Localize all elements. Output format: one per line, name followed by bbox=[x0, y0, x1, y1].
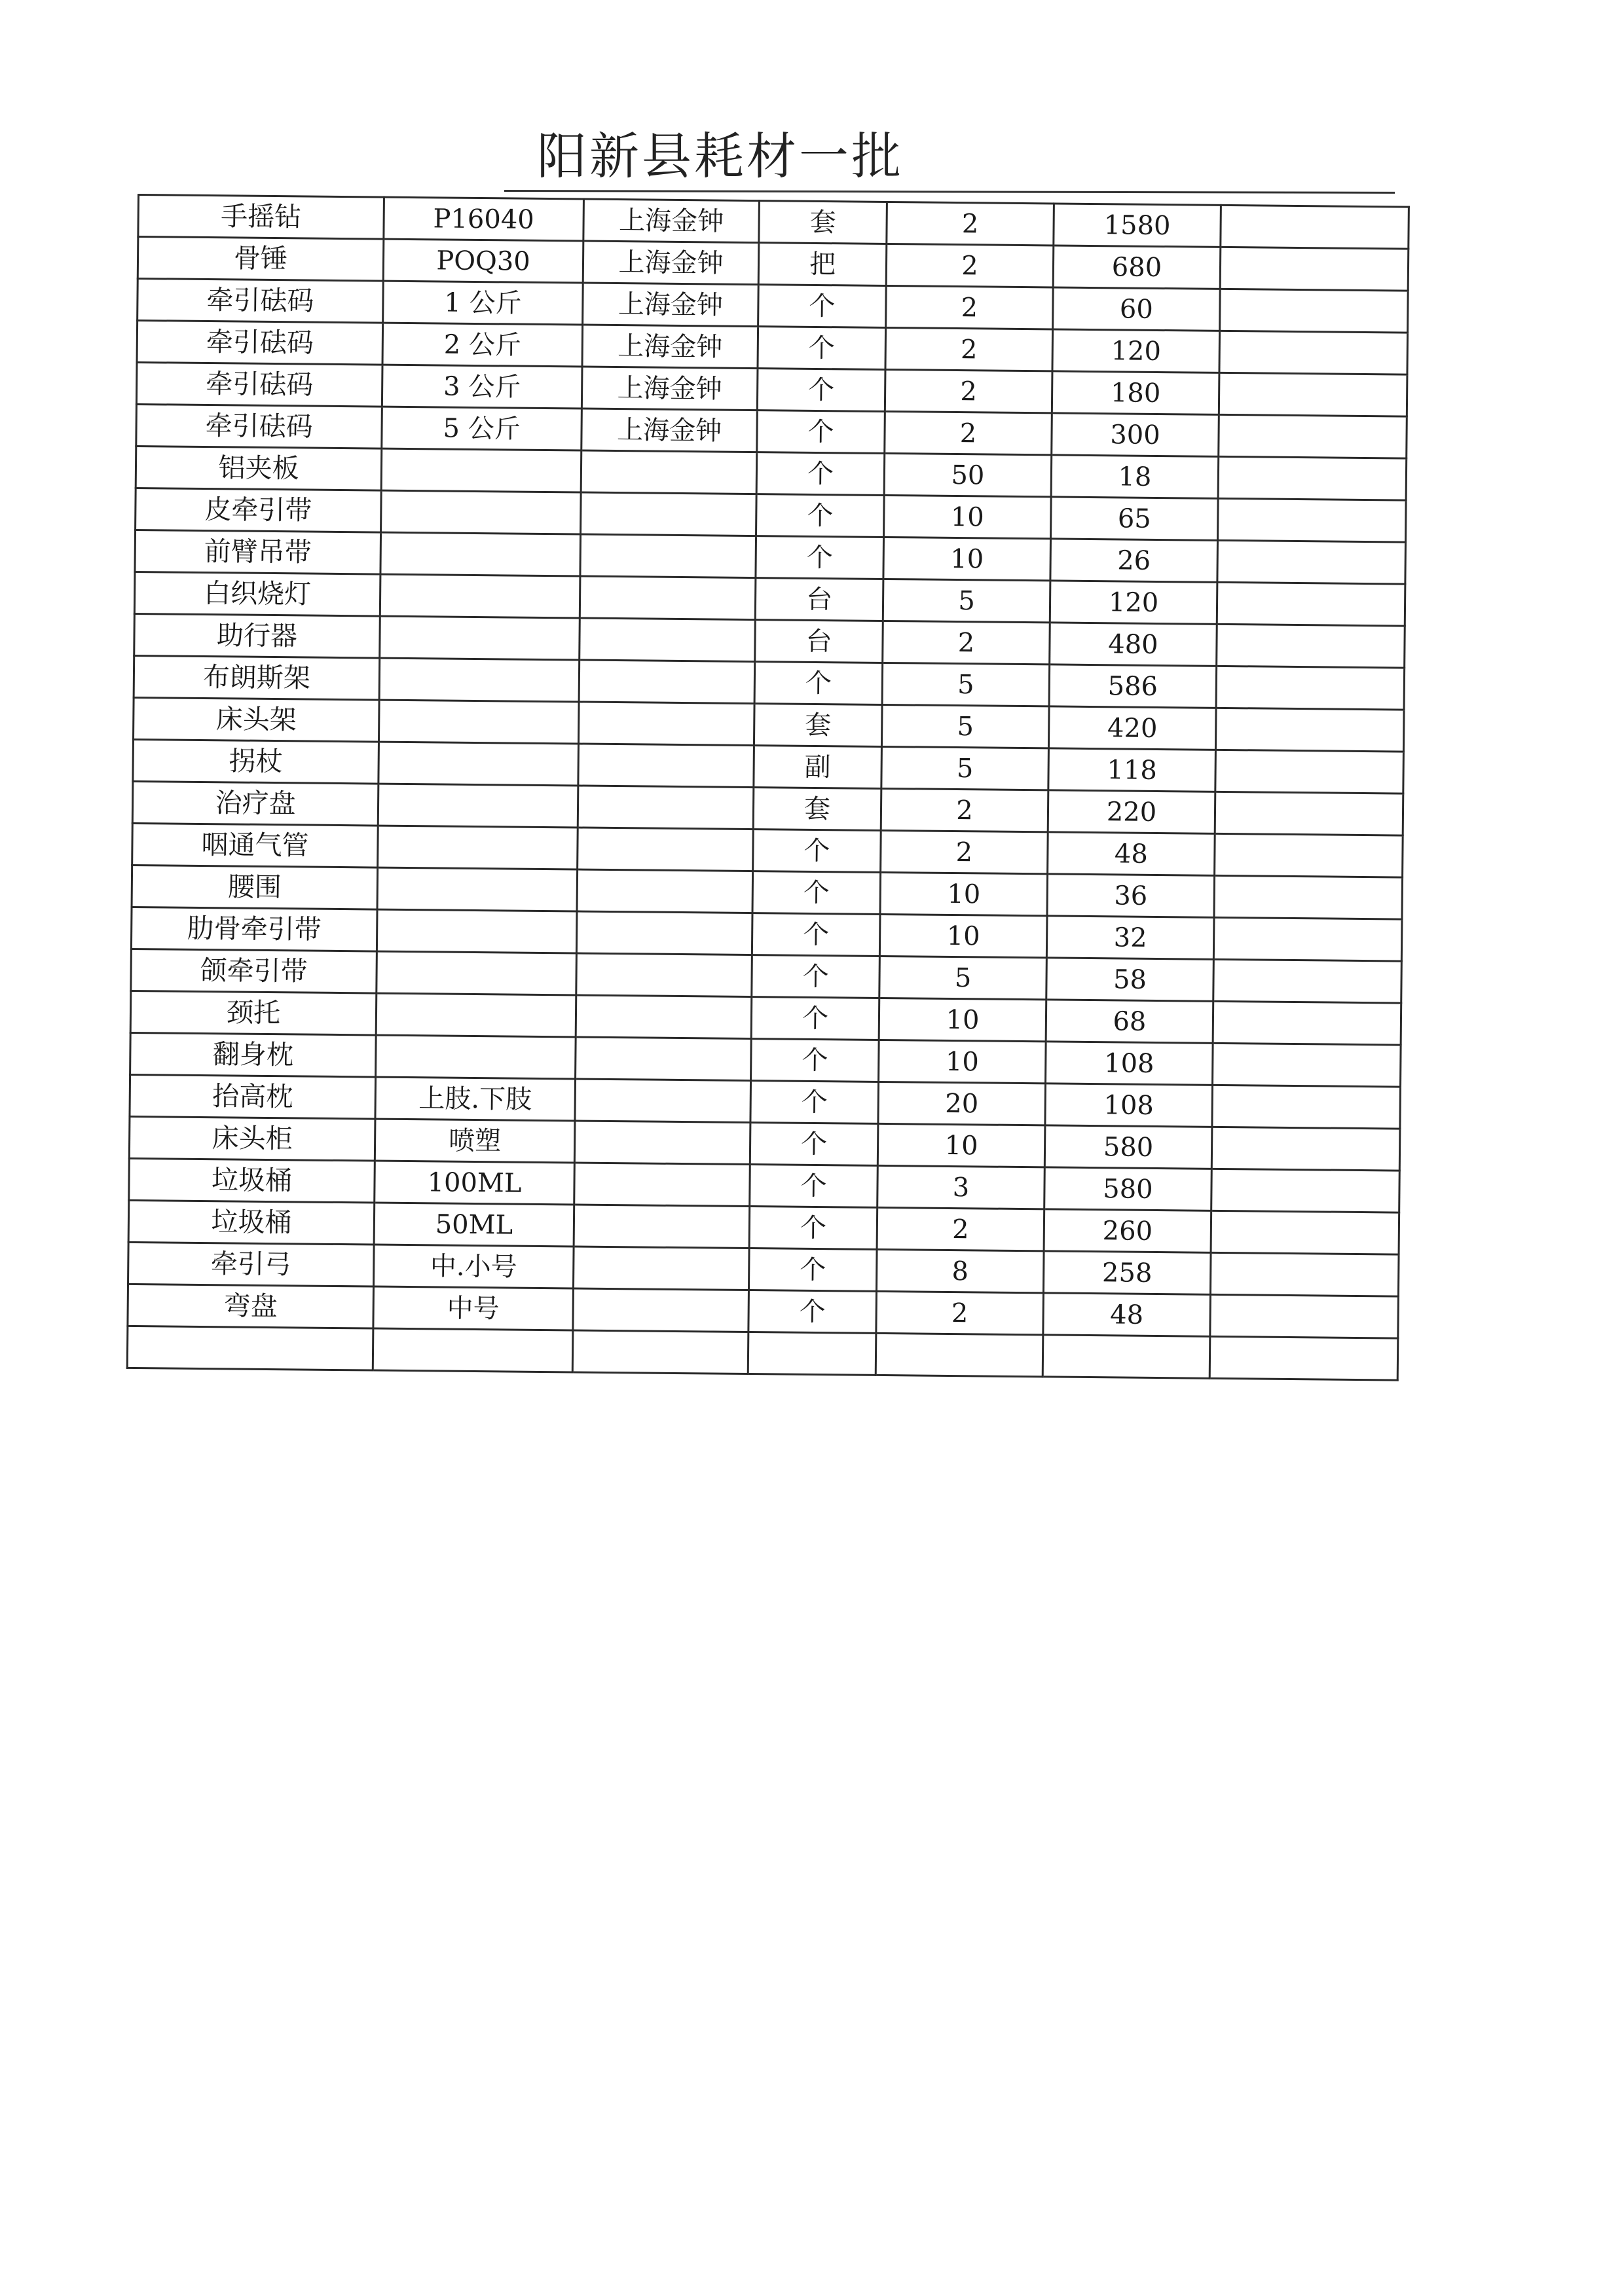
item-maker-cell bbox=[574, 1163, 750, 1207]
item-name-cell: 床头架 bbox=[133, 697, 379, 742]
item-unit-cell: 个 bbox=[753, 829, 881, 873]
item-name-cell: 牵引砝码 bbox=[136, 363, 382, 407]
item-note-cell bbox=[1219, 331, 1408, 374]
item-price-cell: 480 bbox=[1050, 623, 1217, 666]
item-name-cell: 牵引砝码 bbox=[136, 404, 382, 448]
item-name-cell: 牵引砝码 bbox=[138, 279, 384, 323]
item-name-cell: 咽通气管 bbox=[132, 823, 378, 867]
item-maker-cell bbox=[575, 1079, 751, 1123]
item-maker-cell bbox=[573, 1288, 749, 1332]
item-qty-cell: 2 bbox=[885, 369, 1052, 412]
item-qty-cell: 10 bbox=[883, 537, 1051, 580]
item-spec-cell bbox=[381, 448, 581, 492]
item-price-cell: 48 bbox=[1048, 832, 1215, 875]
item-name-cell: 助行器 bbox=[134, 613, 380, 658]
item-qty-cell: 10 bbox=[879, 1040, 1046, 1083]
item-note-cell bbox=[1215, 792, 1403, 835]
item-maker-cell bbox=[580, 618, 756, 662]
item-qty-cell: 3 bbox=[877, 1165, 1045, 1209]
item-price-cell: 680 bbox=[1053, 246, 1221, 289]
item-qty-cell: 2 bbox=[887, 202, 1054, 245]
item-note-cell bbox=[1213, 959, 1402, 1003]
item-maker-cell bbox=[581, 450, 757, 494]
item-note-cell bbox=[1213, 1001, 1401, 1045]
item-price-cell: 68 bbox=[1046, 1000, 1213, 1043]
item-spec-cell bbox=[378, 700, 579, 744]
item-name-cell: 牵引弓 bbox=[128, 1242, 375, 1286]
item-unit-cell: 把 bbox=[758, 243, 887, 286]
item-maker-cell bbox=[580, 576, 756, 620]
item-qty-cell: 2 bbox=[885, 327, 1053, 371]
item-maker-cell bbox=[574, 1121, 750, 1165]
title-underline bbox=[504, 190, 1395, 194]
item-maker-cell bbox=[581, 492, 757, 536]
item-maker-cell bbox=[576, 995, 752, 1039]
item-name-cell: 白织烧灯 bbox=[134, 572, 380, 616]
item-spec-cell bbox=[373, 1328, 573, 1372]
item-unit-cell: 个 bbox=[751, 997, 879, 1040]
item-price-cell: 580 bbox=[1044, 1167, 1212, 1211]
item-name-cell: 翻身枕 bbox=[130, 1032, 377, 1077]
item-qty-cell: 50 bbox=[884, 453, 1052, 496]
item-note-cell bbox=[1219, 373, 1407, 416]
item-qty-cell: 2 bbox=[886, 285, 1054, 329]
item-note-cell bbox=[1217, 624, 1405, 668]
item-qty-cell: 8 bbox=[876, 1249, 1044, 1292]
item-name-cell: 腰围 bbox=[132, 865, 378, 909]
item-qty-cell: 10 bbox=[879, 998, 1046, 1041]
item-name-cell: 抬高枕 bbox=[130, 1074, 376, 1119]
item-qty-cell: 10 bbox=[880, 872, 1048, 915]
item-qty-cell: 5 bbox=[881, 746, 1049, 790]
item-maker-cell bbox=[572, 1330, 748, 1374]
item-spec-cell bbox=[380, 574, 580, 618]
item-note-cell bbox=[1212, 1085, 1401, 1129]
item-price-cell: 108 bbox=[1045, 1084, 1213, 1127]
item-qty-cell: 10 bbox=[884, 495, 1052, 538]
item-qty-cell: 2 bbox=[886, 244, 1054, 287]
item-unit-cell: 个 bbox=[752, 871, 881, 915]
item-price-cell: 220 bbox=[1048, 790, 1215, 833]
item-name-cell: 颈托 bbox=[130, 991, 377, 1035]
item-note-cell bbox=[1215, 708, 1404, 752]
item-unit-cell: 个 bbox=[758, 327, 886, 370]
item-price-cell: 118 bbox=[1048, 748, 1216, 792]
item-price-cell: 1580 bbox=[1054, 204, 1221, 247]
item-unit-cell: 个 bbox=[748, 1248, 877, 1292]
item-spec-cell bbox=[380, 532, 581, 576]
item-price-cell: 260 bbox=[1044, 1209, 1211, 1252]
item-unit-cell: 个 bbox=[751, 1039, 879, 1082]
item-unit-cell: 个 bbox=[752, 913, 880, 957]
item-name-cell: 垃圾桶 bbox=[128, 1200, 375, 1245]
item-note-cell bbox=[1213, 917, 1402, 961]
item-maker-cell bbox=[576, 911, 752, 955]
item-price-cell: 420 bbox=[1048, 706, 1216, 750]
item-note-cell bbox=[1217, 498, 1406, 542]
item-name-cell: 拐杖 bbox=[133, 739, 379, 784]
item-spec-cell bbox=[378, 784, 578, 828]
item-maker-cell bbox=[578, 744, 754, 788]
item-price-cell: 120 bbox=[1050, 581, 1217, 624]
item-note-cell bbox=[1211, 1211, 1399, 1254]
item-qty-cell: 10 bbox=[879, 914, 1047, 957]
item-spec-cell bbox=[377, 909, 577, 953]
item-maker-cell: 上海金钟 bbox=[583, 241, 759, 285]
item-unit-cell: 台 bbox=[755, 620, 883, 663]
item-note-cell bbox=[1209, 1336, 1398, 1380]
item-unit-cell: 个 bbox=[750, 1123, 878, 1166]
item-price-cell: 26 bbox=[1050, 539, 1218, 582]
item-spec-cell: 中号 bbox=[373, 1286, 574, 1330]
item-unit-cell: 个 bbox=[750, 1081, 879, 1124]
item-note-cell bbox=[1211, 1169, 1400, 1212]
item-note-cell bbox=[1219, 414, 1407, 458]
item-price-cell: 580 bbox=[1044, 1125, 1212, 1169]
item-spec-cell bbox=[378, 826, 578, 869]
item-spec-cell: 3 公斤 bbox=[382, 365, 582, 409]
item-note-cell bbox=[1216, 666, 1405, 710]
item-spec-cell bbox=[377, 951, 577, 995]
item-maker-cell bbox=[579, 660, 755, 704]
item-name-cell: 前臂吊带 bbox=[135, 530, 381, 574]
item-qty-cell: 2 bbox=[881, 830, 1048, 873]
item-price-cell bbox=[1043, 1335, 1210, 1378]
item-spec-cell bbox=[381, 490, 581, 534]
item-note-cell bbox=[1220, 289, 1409, 333]
item-name-cell: 牵引砝码 bbox=[137, 321, 383, 365]
item-note-cell bbox=[1221, 205, 1409, 249]
item-name-cell: 布朗斯架 bbox=[134, 655, 380, 700]
item-name-cell bbox=[127, 1326, 373, 1370]
item-maker-cell bbox=[573, 1247, 749, 1290]
item-price-cell: 32 bbox=[1046, 916, 1214, 959]
item-note-cell bbox=[1218, 456, 1407, 500]
item-price-cell: 108 bbox=[1046, 1042, 1213, 1085]
item-spec-cell bbox=[379, 658, 580, 702]
item-note-cell bbox=[1217, 582, 1405, 626]
item-qty-cell: 5 bbox=[883, 579, 1050, 622]
item-note-cell bbox=[1217, 540, 1406, 584]
item-qty-cell: 5 bbox=[881, 704, 1049, 748]
item-note-cell bbox=[1220, 247, 1409, 291]
item-price-cell: 48 bbox=[1043, 1293, 1211, 1336]
item-spec-cell: 2 公斤 bbox=[382, 323, 583, 367]
item-maker-cell bbox=[578, 702, 754, 746]
item-name-cell: 颌牵引带 bbox=[131, 949, 377, 993]
item-maker-cell bbox=[577, 869, 753, 913]
item-unit-cell: 副 bbox=[754, 746, 882, 789]
item-name-cell: 床头柜 bbox=[129, 1116, 375, 1161]
item-qty-cell: 2 bbox=[883, 621, 1050, 664]
item-name-cell: 铝夹板 bbox=[136, 446, 382, 490]
item-unit-cell: 个 bbox=[757, 369, 885, 412]
item-unit-cell: 个 bbox=[752, 955, 880, 998]
item-spec-cell: 中.小号 bbox=[373, 1245, 574, 1288]
item-spec-cell: 喷塑 bbox=[375, 1119, 575, 1163]
item-qty-cell: 2 bbox=[885, 411, 1052, 454]
item-spec-cell bbox=[378, 742, 579, 786]
item-spec-cell bbox=[380, 616, 580, 660]
item-note-cell bbox=[1215, 833, 1403, 877]
item-price-cell: 65 bbox=[1051, 497, 1219, 540]
item-maker-cell: 上海金钟 bbox=[581, 367, 758, 410]
item-qty-cell: 10 bbox=[877, 1123, 1045, 1167]
item-unit-cell: 个 bbox=[756, 536, 884, 579]
item-spec-cell: 5 公斤 bbox=[382, 407, 582, 450]
item-maker-cell: 上海金钟 bbox=[581, 409, 758, 452]
item-maker-cell: 上海金钟 bbox=[583, 283, 759, 327]
item-unit-cell: 套 bbox=[753, 788, 881, 831]
item-unit-cell: 个 bbox=[748, 1290, 877, 1334]
item-maker-cell bbox=[576, 1037, 752, 1081]
item-price-cell: 586 bbox=[1049, 665, 1217, 708]
item-maker-cell bbox=[576, 953, 752, 997]
item-qty-cell: 5 bbox=[882, 663, 1050, 706]
item-name-cell: 弯盘 bbox=[128, 1284, 374, 1328]
item-name-cell: 骨锤 bbox=[138, 237, 384, 282]
item-maker-cell bbox=[574, 1205, 750, 1248]
item-qty-cell: 2 bbox=[876, 1291, 1044, 1334]
item-name-cell: 垃圾桶 bbox=[129, 1158, 375, 1203]
item-unit-cell: 个 bbox=[756, 452, 885, 496]
item-note-cell bbox=[1210, 1252, 1399, 1296]
consumables-table-wrapper bbox=[126, 194, 1408, 1381]
item-price-cell: 58 bbox=[1046, 958, 1214, 1001]
item-name-cell: 肋骨牵引带 bbox=[131, 907, 377, 951]
item-spec-cell bbox=[376, 1035, 576, 1079]
item-unit-cell: 个 bbox=[750, 1165, 878, 1208]
item-maker-cell bbox=[578, 828, 754, 871]
item-unit-cell: 台 bbox=[755, 578, 883, 621]
item-spec-cell: 50ML bbox=[374, 1203, 574, 1247]
item-unit-cell: 个 bbox=[749, 1207, 877, 1250]
document-title: 阳新县耗材一批 bbox=[537, 127, 904, 185]
item-maker-cell: 上海金钟 bbox=[582, 325, 758, 369]
item-price-cell: 60 bbox=[1053, 287, 1221, 331]
item-note-cell bbox=[1210, 1294, 1399, 1338]
item-note-cell bbox=[1213, 1043, 1401, 1087]
item-spec-cell: 上肢.下肢 bbox=[375, 1077, 576, 1121]
item-qty-cell: 2 bbox=[877, 1207, 1044, 1250]
item-name-cell: 手摇钻 bbox=[138, 195, 384, 240]
item-unit-cell: 套 bbox=[754, 704, 882, 747]
item-name-cell: 皮牵引带 bbox=[136, 488, 382, 532]
item-unit-cell bbox=[748, 1332, 876, 1376]
item-qty-cell: 2 bbox=[881, 788, 1048, 831]
item-unit-cell: 个 bbox=[758, 285, 887, 328]
item-name-cell: 治疗盘 bbox=[132, 781, 378, 826]
item-maker-cell: 上海金钟 bbox=[583, 199, 760, 243]
item-qty-cell: 20 bbox=[878, 1082, 1046, 1125]
item-price-cell: 180 bbox=[1052, 371, 1219, 414]
item-spec-cell: P16040 bbox=[384, 197, 584, 241]
item-price-cell: 258 bbox=[1043, 1251, 1211, 1294]
item-spec-cell: 1 公斤 bbox=[383, 281, 583, 325]
item-price-cell: 120 bbox=[1052, 329, 1220, 373]
item-spec-cell: POQ30 bbox=[383, 239, 583, 283]
item-note-cell bbox=[1211, 1127, 1400, 1171]
item-maker-cell bbox=[578, 786, 754, 829]
item-spec-cell bbox=[376, 993, 576, 1037]
item-note-cell bbox=[1215, 750, 1404, 793]
item-unit-cell: 个 bbox=[756, 494, 885, 538]
table-body bbox=[127, 195, 1409, 1381]
item-note-cell bbox=[1214, 875, 1403, 919]
item-unit-cell: 个 bbox=[757, 410, 885, 454]
item-qty-cell: 5 bbox=[879, 956, 1047, 999]
item-unit-cell: 套 bbox=[759, 201, 887, 244]
consumables-table bbox=[126, 194, 1410, 1381]
item-qty-cell bbox=[876, 1333, 1043, 1376]
item-price-cell: 36 bbox=[1047, 874, 1215, 917]
item-spec-cell: 100ML bbox=[375, 1161, 575, 1205]
item-unit-cell: 个 bbox=[754, 662, 883, 705]
item-maker-cell bbox=[580, 534, 756, 578]
item-price-cell: 18 bbox=[1051, 455, 1219, 498]
item-price-cell: 300 bbox=[1052, 413, 1219, 456]
item-spec-cell bbox=[377, 867, 578, 911]
